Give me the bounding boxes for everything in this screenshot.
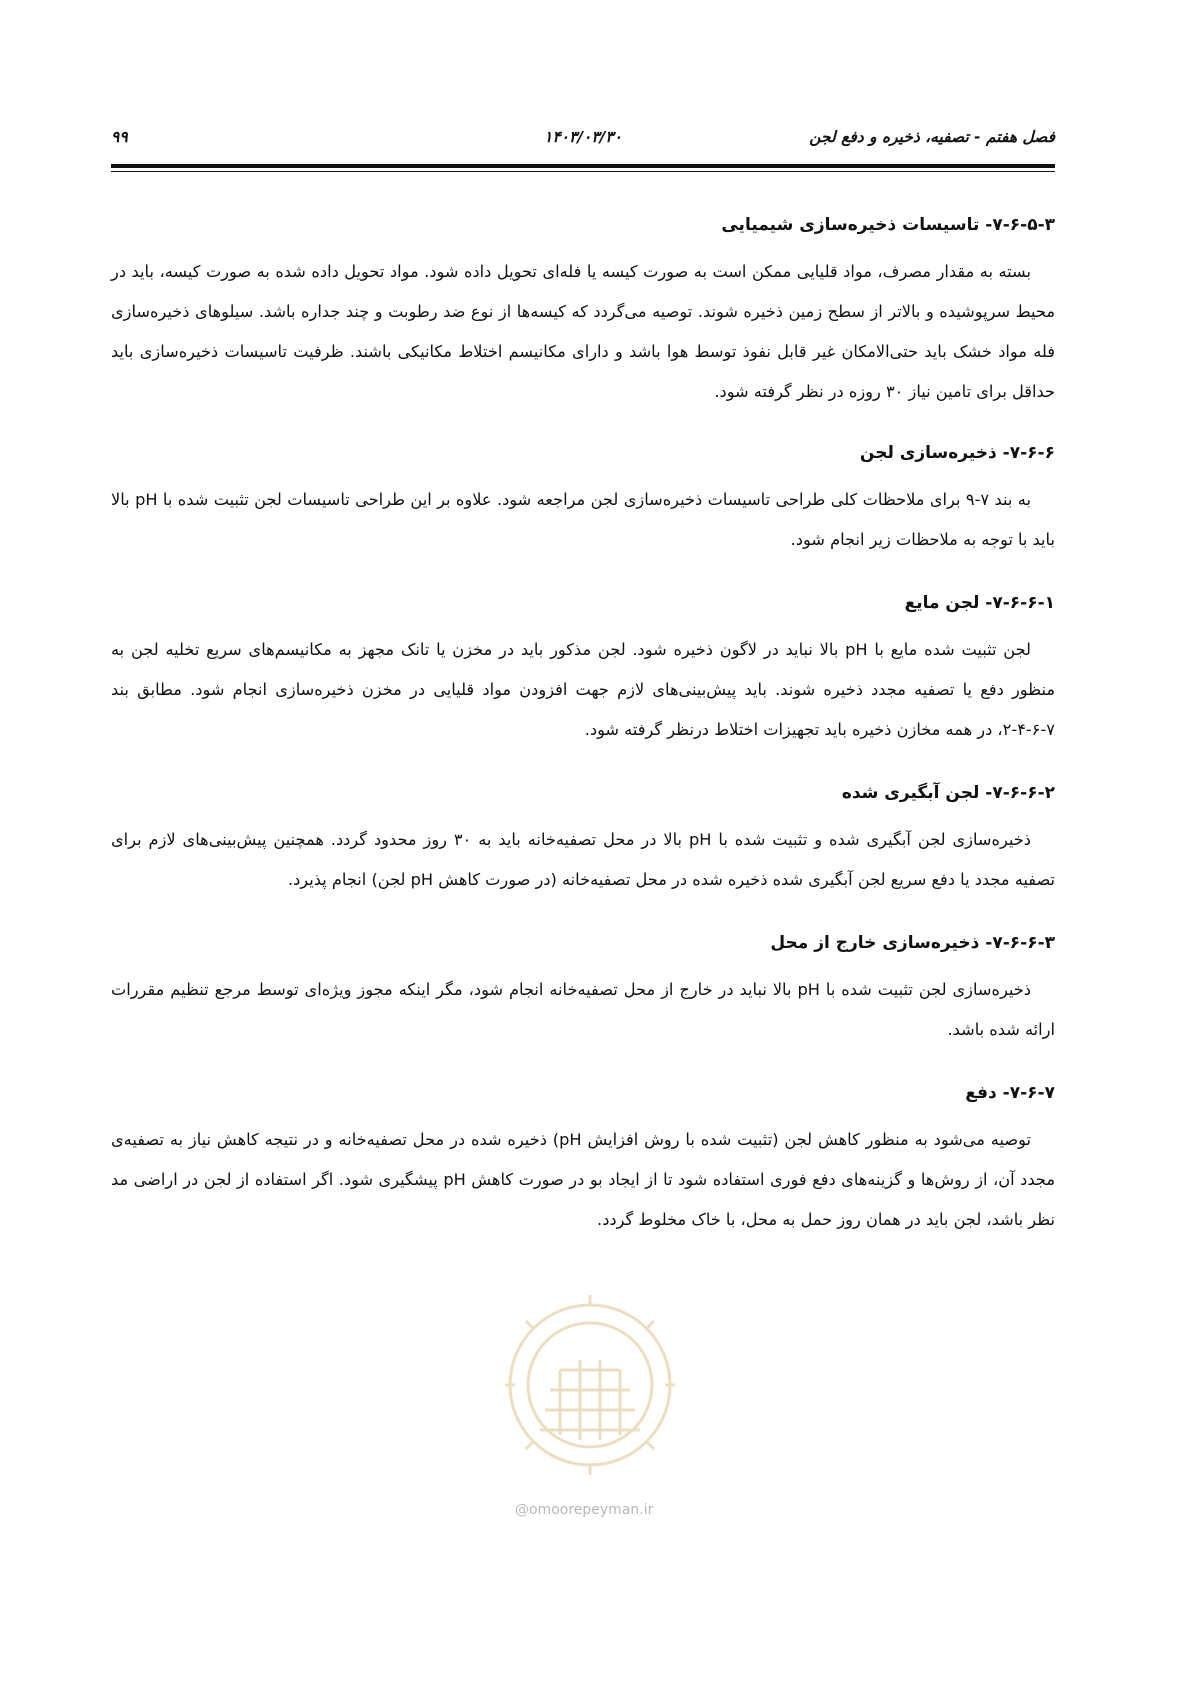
watermark-logo	[500, 1290, 680, 1480]
page-header	[111, 128, 1055, 154]
watermark-site-text: @omoorepeyman.ir	[515, 1502, 654, 1518]
section-body: به بند ۷-۹ برای ملاحظات کلی طراحی تاسیسات ذخیره‌سازی لجن مراجعه شود. علاوه بر این طراحی تاسیسات لجن تثبیت شده با pH بالا باید با توجه به ملاحظات زیر انجام شود.	[111, 490, 1055, 549]
section-heading: ۷-۶-۶- ذخیره‌سازی لجن	[859, 443, 1055, 463]
section-heading: ۷-۶-۶-۲- لجن آبگیری شده	[841, 783, 1055, 803]
section-chemical-storage	[111, 212, 1055, 412]
page-content	[111, 212, 1055, 1240]
section-disposal	[111, 1080, 1055, 1240]
section-liquid-sludge	[111, 590, 1055, 750]
header-rule-thick	[111, 164, 1055, 168]
section-heading: ۷-۶-۷- دفع	[965, 1083, 1055, 1103]
section-dewatered-sludge	[111, 780, 1055, 900]
section-sludge-storage	[111, 440, 1055, 560]
section-heading: ۷-۶-۵-۳- تاسیسات ذخیره‌سازی شیمیایی	[721, 215, 1055, 235]
header-date: ۱۴۰۳/۰۳/۳۰	[544, 128, 622, 146]
section-body: ذخیره‌سازی لجن آبگیری شده و تثبیت شده با pH بالا در محل تصفیه‌خانه باید به ۳۰ روز محدود گردد. همچنین پیش‌بینی‌های لازم برای تصفیه مجدد یا دفع سریع لجن آبگیری شده ذخیره شده در محل تصفیه‌خانه (در صورت کاهش pH لجن) انجام پذیرد.	[111, 830, 1055, 889]
section-body: توصیه می‌شود به منظور کاهش لجن (تثبیت شده با روش افزایش pH) ذخیره شده در محل تصفیه‌خانه و در نتیجه کاهش نیاز به تصفیه‌ی مجدد آن، از روش‌ها و گزینه‌های دفع فوری استفاده شود تا از ایجاد بو در صورت کاهش pH پیشگیری شود. اگر استفاده از لجن در اراضی مد نظر باشد، لجن باید در همان روز حمل به محل، با خاک مخلوط گردد.	[111, 1130, 1056, 1229]
header-rule-thin	[111, 171, 1055, 172]
page-number: ۹۹	[111, 128, 128, 146]
section-heading: ۷-۶-۶-۳- ذخیره‌سازی خارج از محل	[770, 933, 1055, 953]
chapter-title: فصل هفتم - تصفیه، ذخیره و دفع لجن	[809, 128, 1055, 146]
section-body: بسته به مقدار مصرف، مواد قلیایی ممکن است به صورت کیسه یا فله‌ای تحویل داده شود. مواد تحویل داده شده به صورت کیسه، باید در محیط سرپوشیده و بالاتر از سطح زمین ذخیره شوند. توصیه می‌گردد که کیسه‌ها از نوع ضد رطوبت و چند جداره باشد. سیلوهای ذخیره‌سازی فله مواد خشک باید حتی‌الامکان غیر قابل نفوذ توسط هوا باشد و دارای مکانیسم اختلاط مکانیکی باشند. ظرفیت تاسیسات ذخیره‌سازی باید حداقل برای تامین نیاز ۳۰ روزه در نظر گرفته شود.	[111, 262, 1055, 401]
section-offsite-storage	[111, 930, 1055, 1050]
section-heading: ۷-۶-۶-۱- لجن مایع	[904, 593, 1055, 613]
section-body: ذخیره‌سازی لجن تثبیت شده با pH بالا نباید در خارج از محل تصفیه‌خانه انجام شود، مگر اینکه مجوز ویژه‌ای توسط مرجع تنظیم مقررات ارائه شده باشد.	[111, 980, 1055, 1039]
section-body: لجن تثبیت شده مایع با pH بالا نباید در لاگون ذخیره شود. لجن مذکور باید در مخزن یا تانک مجهز به مکانیسم‌های سریع تخلیه لجن به منظور دفع یا تصفیه مجدد ذخیره شوند. باید پیش‌بینی‌های لازم جهت افزودن مواد قلیایی در مخزن ذخیره‌سازی انجام شود. مطابق بند ۷-۶-۴-۲، در همه مخازن ذخیره باید تجهیزات اختلاط درنظر گرفته شود.	[111, 640, 1055, 739]
